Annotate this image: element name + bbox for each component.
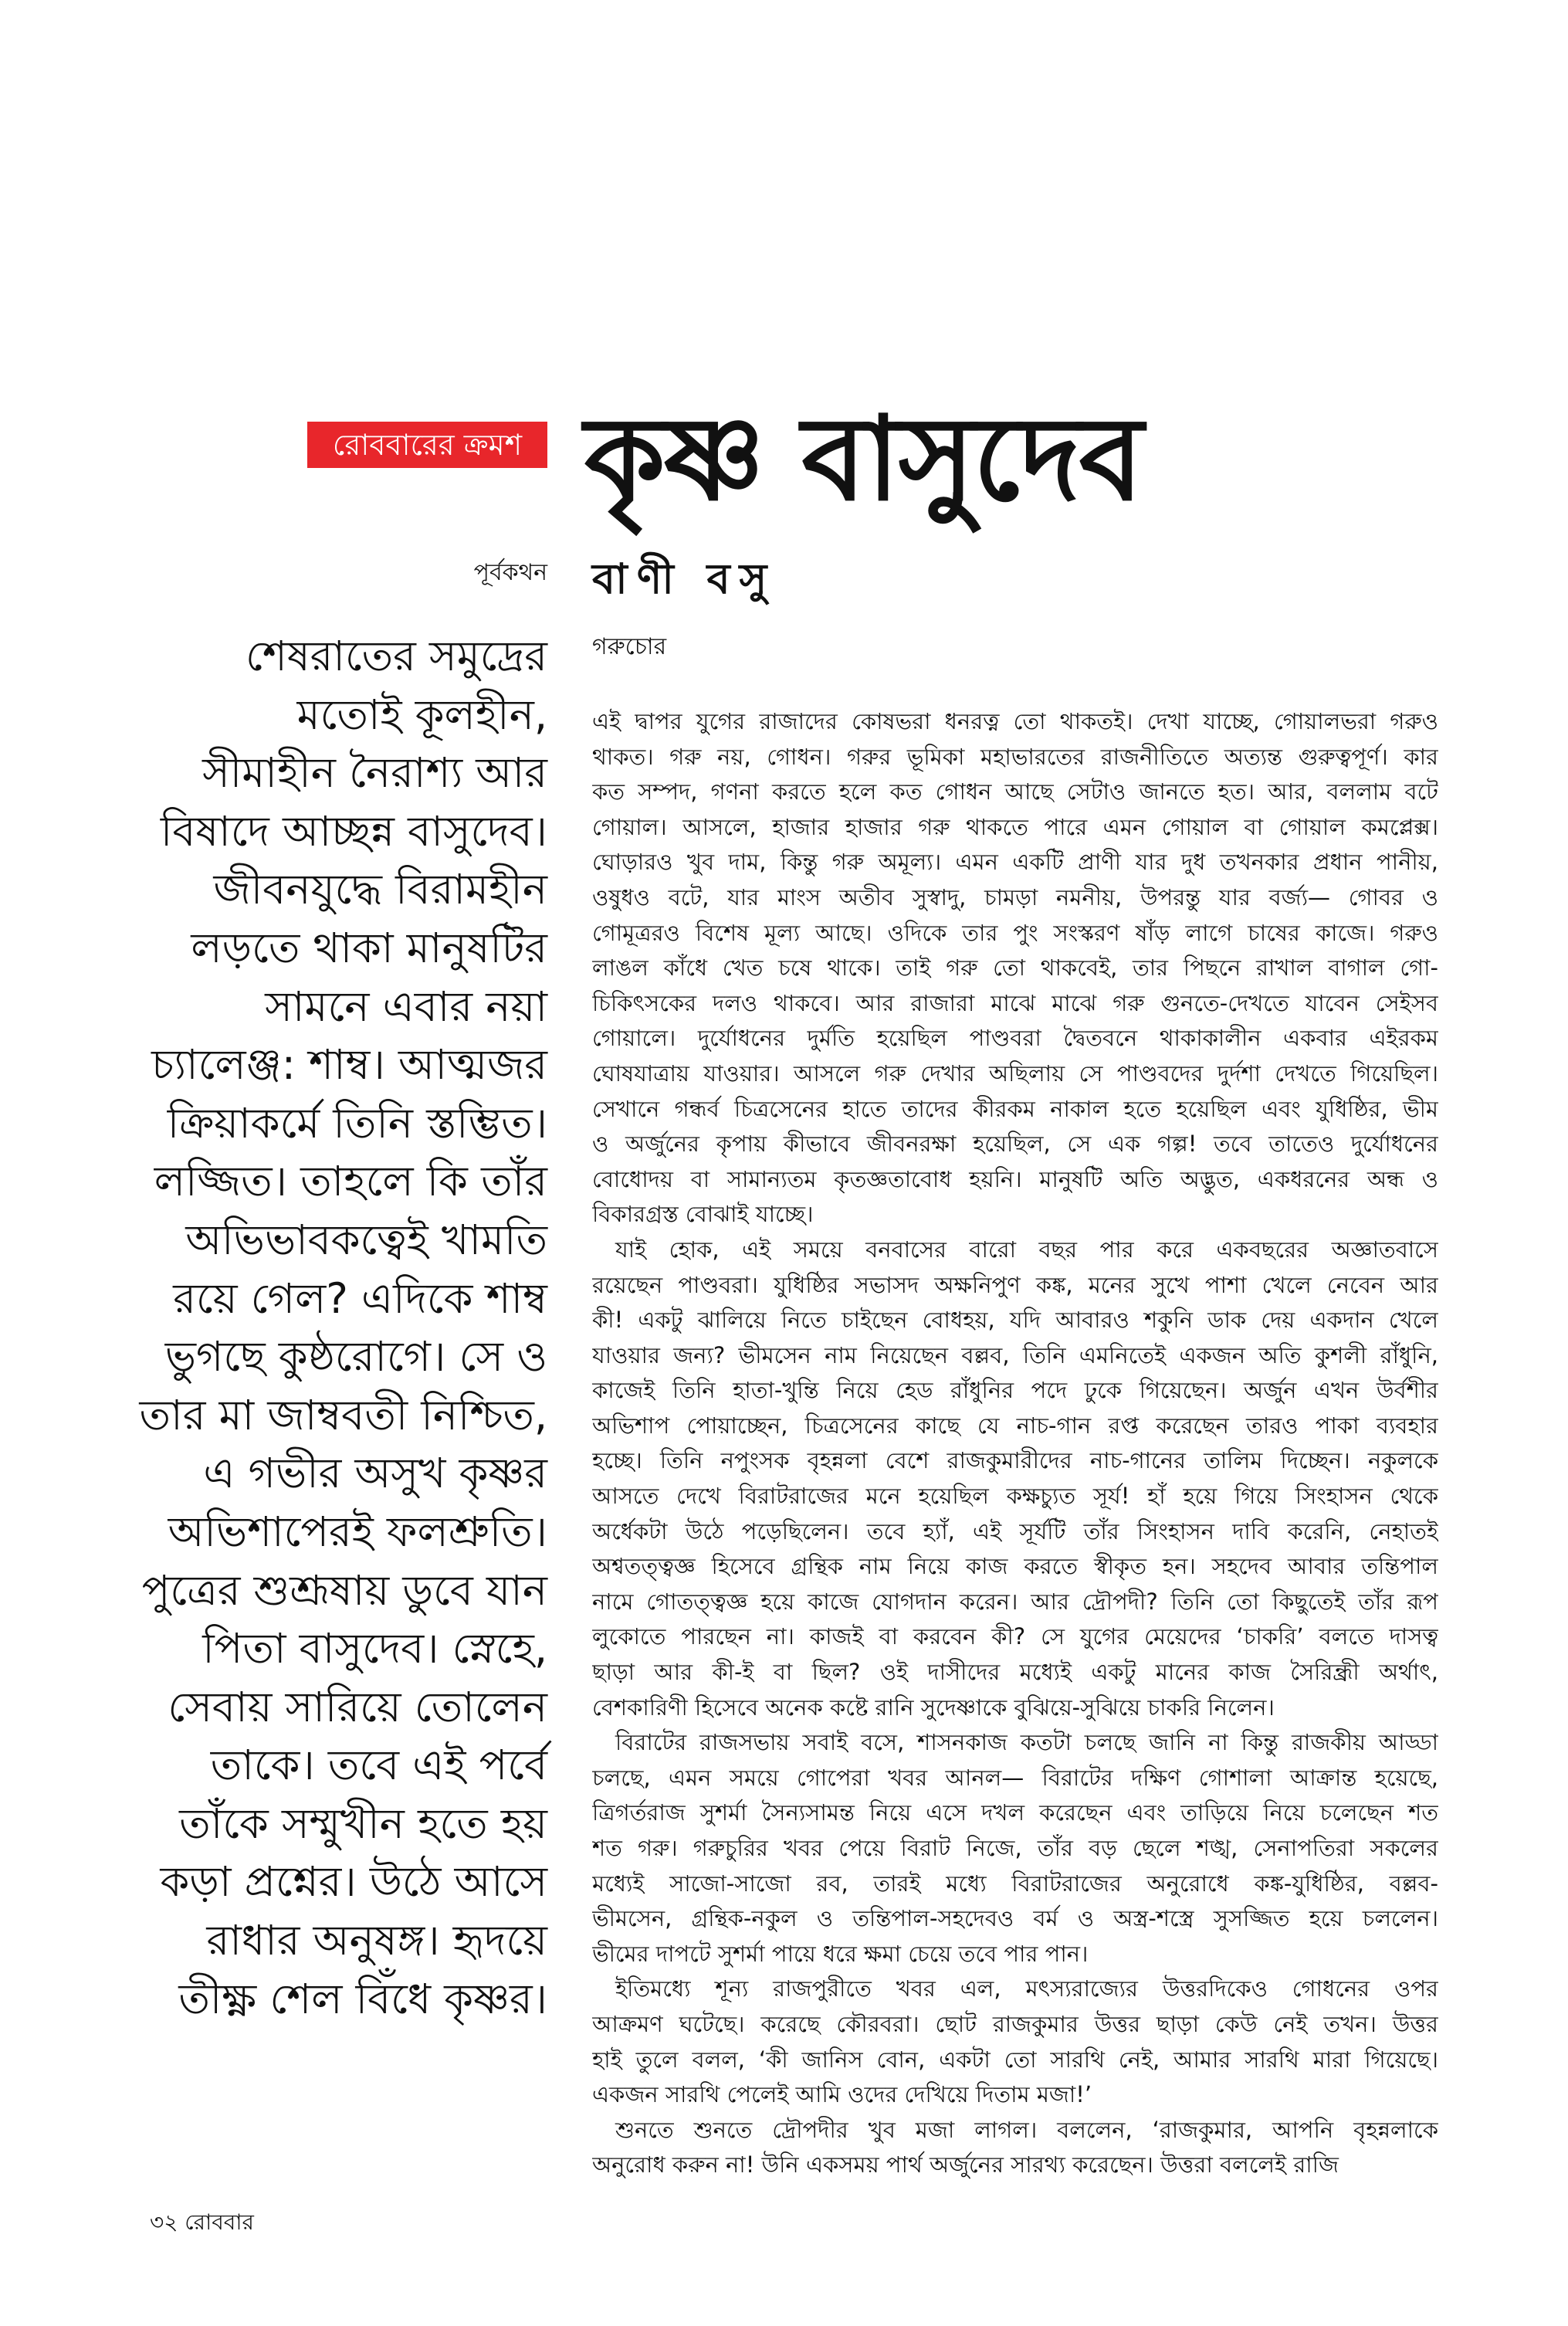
pull-quote-line: সেবায় সারিয়ে তোলেন [168, 1682, 547, 1731]
body-line: সেখানে গন্ধর্ব চিত্রসেনের হাতে তাদের কীরকম নাকাল হতে হয়েছিল এবং যুধিষ্ঠির, ভীম [592, 1095, 1438, 1122]
body-line: হচ্ছে। তিনি নপুংসক বৃহন্নলা বেশে রাজকুমারীদের নাচ-গানের তালিম দিচ্ছেন। নকুলকে [592, 1447, 1438, 1474]
pull-quote-line: পুত্রের শুশ্রূষায় ডুবে যান [141, 1565, 547, 1615]
article-body [592, 704, 1438, 2183]
section-label: রোববারের ক্রমশ [307, 422, 547, 468]
body-line: অর্ধেকটা উঠে পড়েছিলেন। তবে হ্যাঁ, এই সূর্যটি তাঁর সিংহাসন দাবি করেনি, নেহাতই [592, 1517, 1438, 1544]
pull-quote-line: এ গভীর অসুখ কৃষ্ণর [203, 1449, 547, 1498]
pull-quote-line: অভিশাপেরই ফলশ্রুতি। [168, 1507, 547, 1556]
pull-quote-line: অভিভাবকত্বেই খামতি [185, 1215, 547, 1264]
body-line: থাকত। গরু নয়, গোধন। গরুর ভূমিকা মহাভারতের রাজনীতিতে অত্যন্ত গুরুত্বপূর্ণ। কার [592, 743, 1438, 770]
body-line: ও অর্জুনের কৃপায় কীভাবে জীবনরক্ষা হয়েছিল, সে এক গল্প! তবে তাতেও দুর্যোধনের [592, 1131, 1438, 1158]
body-line: বোধোদয় বা সামান্যতম কৃতজ্ঞতাবোধ হয়নি। মানুষটি অতি অদ্ভুত, একধরনের অন্ধ ও [592, 1165, 1438, 1192]
body-line: কত সম্পদ, গণনা করতে হলে কত গোধন আছে সেটাও জানতে হত। আর, বললাম বটে [592, 778, 1438, 805]
article-title: কৃষ্ণ বাসুদেব [584, 392, 1143, 527]
pull-quote-line: লজ্জিত। তাহলে কি তাঁর [154, 1157, 547, 1206]
pull-quote-line: সামনে এবার নয়া [265, 982, 547, 1031]
body-line: ঘোড়ারও খুব দাম, কিন্তু গরু অমূল্য। এমন একটি প্রাণী যার দুধ তখনকার প্রধান পানীয়, [592, 849, 1438, 876]
body-line: মধ্যেই সাজো-সাজো রব, তারই মধ্যে বিরাটরাজের অনুরোধে কঙ্ক-যুধিষ্ঠির, বল্লব- [592, 1870, 1438, 1897]
body-line: গোমূত্ররও বিশেষ মূল্য আছে। ওদিকে তার পুং সংস্করণ ষাঁড় লাগে চাষের কাজে। গরুও [592, 919, 1438, 946]
pull-quote-line: পিতা বাসুদেব। স্নেহে, [202, 1624, 547, 1673]
body-line: বিকারগ্রস্ত বোঝাই যাচ্ছে। [592, 1201, 814, 1228]
pull-quote [139, 627, 547, 2028]
body-line: বিরাটের রাজসভায় সবাই বসে, শাসনকাজ কতটা চলছে জানি না কিন্তু রাজকীয় আড্ডা [615, 1729, 1438, 1756]
body-line: নামে গোতত্ত্বজ্ঞ হয়ে কাজে যোগদান করেন। আর দ্রৌপদী? তিনি তো কিছুতেই তাঁর রূপ [592, 1588, 1438, 1615]
pull-quote-line: সীমাহীন নৈরাশ্য আর [202, 748, 547, 798]
body-line: গোয়ালে। দুর্যোধনের দুর্মতি হয়েছিল পাণ্ডবরা দ্বৈতবনে থাকাকালীন একবার এইরকম [592, 1025, 1438, 1052]
body-line: ঘোষযাত্রায় যাওয়ার। আসলে গরু দেখার অছিলায় সে পাণ্ডবদের দুর্দশা দেখতে গিয়েছিল। [592, 1060, 1438, 1087]
body-line: আসতে দেখে বিরাটরাজের মনে হয়েছিল কক্ষচ্যুত সূর্য! হাঁ হয়ে গিয়ে সিংহাসন থেকে [592, 1483, 1438, 1510]
body-line: বেশকারিণী হিসেবে অনেক কষ্টে রানি সুদেষ্ণাকে বুঝিয়ে-সুঝিয়ে চাকরি নিলেন। [592, 1694, 1275, 1721]
pull-quote-line: মতোই কূলহীন, [296, 690, 547, 739]
body-line: ত্রিগর্তরাজ সুশর্মা সৈন্যসামন্ত নিয়ে এসে দখল করেছেন এবং তাড়িয়ে নিয়ে চলেছেন শত [592, 1799, 1438, 1826]
body-line: ভীমের দাপটে সুশর্মা পায়ে ধরে ক্ষমা চেয়ে তবে পার পান। [592, 1940, 1089, 1967]
body-line: অনুরোধ করুন না! উনি একসময় পার্থ অর্জুনের সারথ্য করেছেন। উত্তরা বললেই রাজি [592, 2151, 1339, 2179]
body-line: অশ্বতত্ত্বজ্ঞ হিসেবে গ্রন্থিক নাম নিয়ে কাজ করতে স্বীকৃত হন। সহদেব আবার তন্তিপাল [592, 1553, 1438, 1580]
body-line: আক্রমণ ঘটেছে। করেছে কৌরবরা। ছোট রাজকুমার উত্তর ছাড়া কেউ নেই তখন। উত্তর [592, 2010, 1438, 2037]
pull-quote-line: কড়া প্রশ্নের। উঠে আসে [160, 1857, 547, 1907]
body-line: অভিশাপ পোয়াচ্ছেন, চিত্রসেনের কাছে যে নাচ-গান রপ্ত করেছেন তারও পাকা ব্যবহার [592, 1412, 1438, 1439]
author-name: বাণী বসু [592, 554, 777, 603]
body-line: শুনতে শুনতে দ্রৌপদীর খুব মজা লাগল। বললেন, ‘রাজকুমার, আপনি বৃহন্নলাকে [615, 2116, 1438, 2143]
body-line: ছাড়া আর কী-ই বা ছিল? ওই দাসীদের মধ্যেই একটু মানের কাজ সৈরিন্ধ্রী অর্থাৎ, [592, 1659, 1438, 1686]
pull-quote-line: রয়ে গেল? এদিকে শাম্ব [173, 1273, 547, 1323]
body-line: এই দ্বাপর যুগের রাজাদের কোষভরা ধনরত্ন তো থাকতই। দেখা যাচ্ছে, গোয়ালভরা গরুও [592, 708, 1438, 734]
body-line: ওষুধও বটে, যার মাংস অতীব সুস্বাদু, চামড়া নমনীয়, উপরন্তু যার বর্জ্য— গোবর ও [592, 883, 1438, 910]
body-line: ইতিমধ্যে শূন্য রাজপুরীতে খবর এল, মৎস্যরাজ্যের উত্তরদিকেও গোধনের ওপর [615, 1975, 1438, 2002]
body-line: হাই তুলে বলল, ‘কী জানিস বোন, একটা তো সারথি নেই, আমার সারথি মারা গিয়েছে। [592, 2046, 1438, 2073]
page-footer: ৩২ রোববার [150, 2209, 254, 2235]
body-line: ভীমসেন, গ্রন্থিক-নকুল ও তন্তিপাল-সহদেবও বর্ম ও অস্ত্র-শস্ত্রে সুসজ্জিত হয়ে চললেন। [592, 1905, 1438, 1932]
body-line: লুকোতে পারছেন না। কাজই বা করবেন কী? সে যুগের মেয়েদের ‘চাকরি’ বলতে দাসত্ব [592, 1623, 1438, 1650]
pull-quote-line: তীক্ষ্ণ শেল বিঁধে কৃষ্ণর। [178, 1974, 547, 2023]
pull-quote-line: লড়তে থাকা মানুষটির [191, 923, 547, 972]
body-line: একজন সারথি পেলেই আমি ওদের দেখিয়ে দিতাম মজা!’ [592, 2081, 1092, 2108]
pull-quote-line: ভুগছে কুষ্ঠরোগে। সে ও [164, 1332, 547, 1382]
body-line: গোয়াল। আসলে, হাজার হাজার গরু থাকতে পারে এমন গোয়াল বা গোয়াল কমপ্লেক্স। [592, 813, 1438, 840]
pull-quote-line: ক্রিয়াকর্মে তিনি স্তম্ভিত। [167, 1098, 547, 1148]
pull-quote-line: শেষরাতের সমুদ্রের [245, 632, 547, 680]
body-line: চলছে, এমন সময়ে গোপেরা খবর আনল— বিরাটের দক্ষিণ গোশালা আক্রান্ত হয়েছে, [592, 1764, 1438, 1791]
body-line: লাঙল কাঁধে খেত চষে থাকে। তাই গরু তো থাকবেই, তার পিছনে রাখাল বাগাল গো- [592, 954, 1438, 982]
chapter-title: গরুচোর [592, 633, 667, 660]
pull-quote-line: চ্যালেঞ্জ: শাম্ব। আত্মজর [151, 1040, 547, 1090]
pull-quote-line: তার মা জাম্ববতী নিশ্চিত, [139, 1390, 547, 1439]
body-line: যাই হোক, এই সময়ে বনবাসের বারো বছর পার করে একবছরের অজ্ঞাতবাসে [615, 1236, 1438, 1263]
pull-quote-line: জীবনযুদ্ধে বিরামহীন [213, 865, 547, 914]
pull-quote-line: রাধার অনুষঙ্গ। হৃদয়ে [206, 1916, 547, 1965]
body-line: চিকিৎসকের দলও থাকবে। আর রাজারা মাঝে মাঝে গরু গুনতে-দেখতে যাবেন সেইসব [592, 989, 1438, 1016]
pull-quote-line: বিষাদে আচ্ছন্ন বাসুদেব। [160, 806, 547, 856]
pull-quote-line: তাঁকে সম্মুখীন হতে হয় [179, 1799, 547, 1848]
body-line: কী! একটু ঝালিয়ে নিতে চাইছেন বোধহয়, যদি আবারও শকুনি ডাক দেয় একদান খেলে [592, 1307, 1438, 1334]
pull-quote-line: তাকে। তবে এই পর্বে [210, 1741, 547, 1790]
body-line: কাজেই তিনি হাতা-খুন্তি নিয়ে হেড রাঁধুনির পদে ঢুকে গিয়েছেন। অর্জুন এখন উর্বশীর [592, 1377, 1438, 1404]
body-line: যাওয়ার জন্য? ভীমসেন নাম নিয়েছেন বল্লব, তিনি এমনিতেই একজন অতি কুশলী রাঁধুনি, [592, 1341, 1438, 1368]
body-line: শত গরু। গরুচুরির খবর পেয়ে বিরাট নিজে, তাঁর বড় ছেলে শঙ্খ, সেনাপতিরা সকলের [592, 1835, 1438, 1861]
prelude-label: পূর্বকথন [473, 559, 547, 586]
body-line: রয়েছেন পাণ্ডবরা। যুধিষ্ঠির সভাসদ অক্ষনিপুণ কঙ্ক, মনের সুখে পাশা খেলে নেবেন আর [592, 1271, 1438, 1298]
